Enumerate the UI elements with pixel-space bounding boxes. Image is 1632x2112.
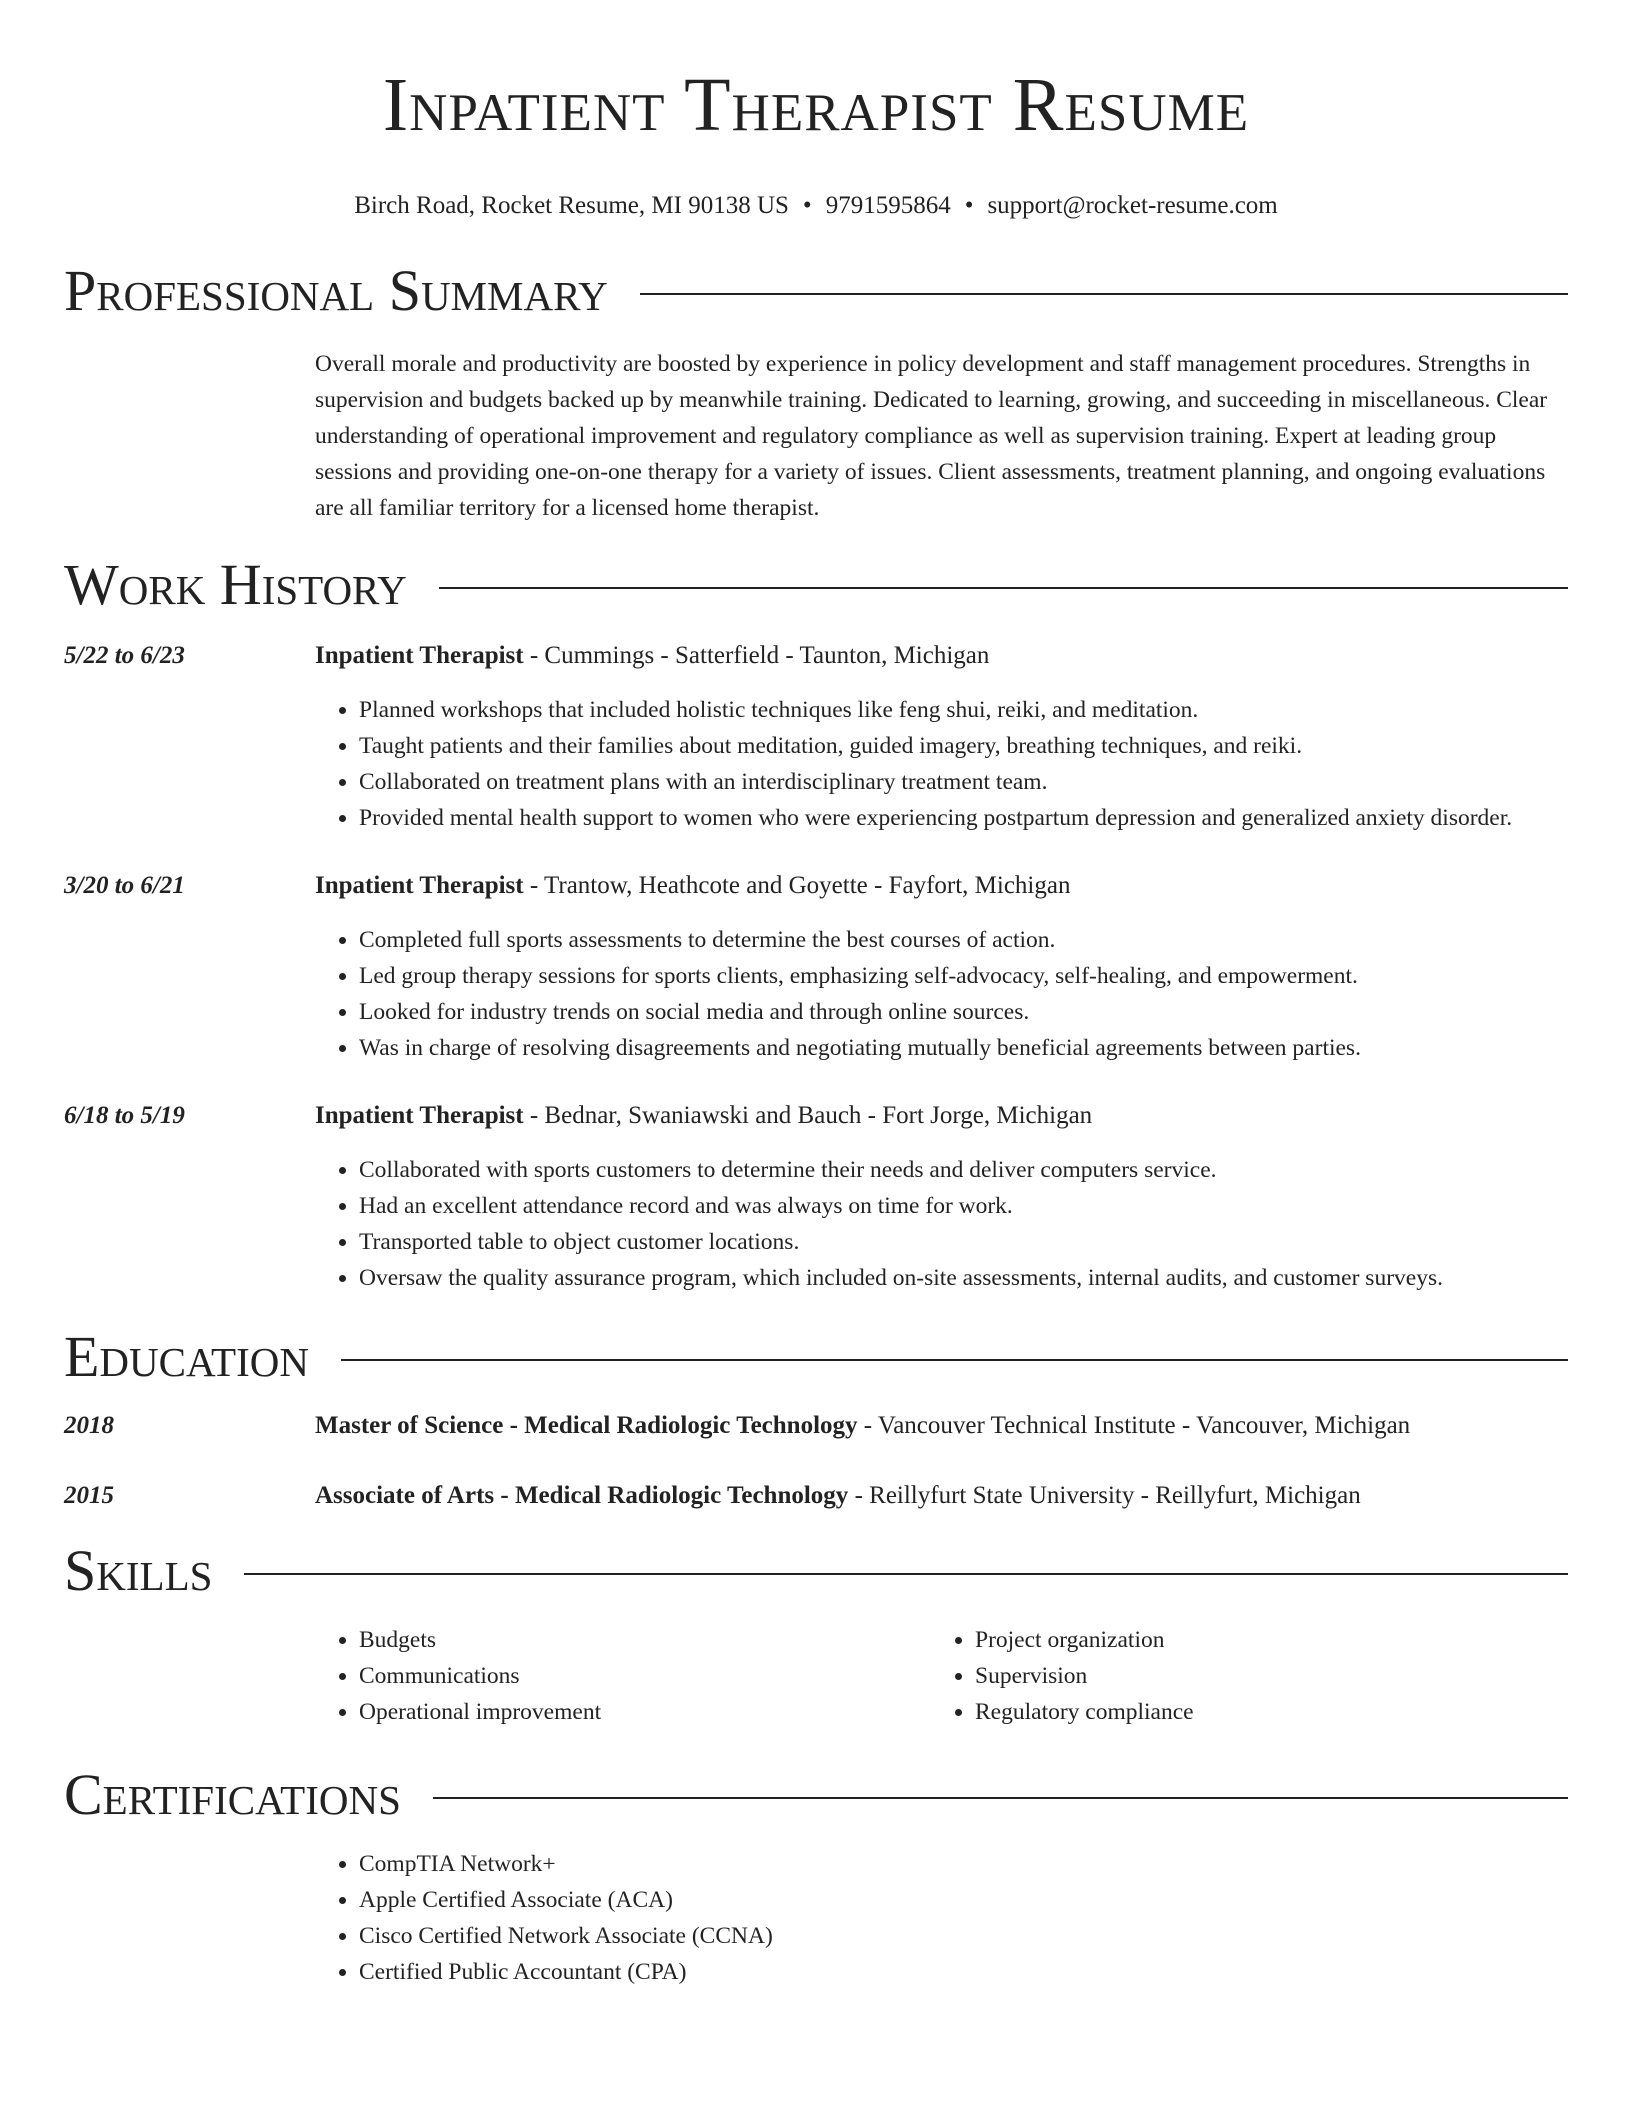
job-bullets xyxy=(315,1152,1568,1296)
job-bullet: • Completed full sports assessments to determine the best courses of action. xyxy=(359,922,1568,958)
contact-email: support@rocket-resume.com xyxy=(987,192,1278,219)
section-divider xyxy=(244,1573,1568,1575)
certification-item: • CompTIA Network+ xyxy=(359,1846,1568,1882)
contact-address: Birch Road, Rocket Resume, MI 90138 US xyxy=(354,192,789,219)
education-school: - Reillyfurt State University - Reillyfurt, Michigan xyxy=(848,1482,1361,1509)
job-bullet: • Planned workshops that included holistic techniques like feng shui, reiki, and meditation. xyxy=(359,692,1568,728)
work-history-section xyxy=(64,550,1568,1296)
education-header xyxy=(64,1322,1568,1392)
skills-list-right xyxy=(931,1622,1547,1730)
contact-separator: • xyxy=(802,192,812,219)
skills-heading: Skills xyxy=(64,1538,213,1603)
skill-item: • Regulatory compliance xyxy=(975,1694,1547,1730)
job-bullet: • Looked for industry trends on social media and through online sources. xyxy=(359,994,1568,1030)
certifications-list xyxy=(315,1846,1568,1990)
job-bullet: • Taught patients and their families about meditation, guided imagery, breathing techniques, and reiki. xyxy=(359,728,1568,764)
job-entry xyxy=(64,868,1568,1066)
contact-line xyxy=(64,190,1568,222)
summary-text: Overall morale and productivity are boosted by experience in policy development and staff management procedures. Strengths in supervision and budgets backed up by meanwhile training. Dedicated to learning, growing, and succeeding in miscellaneous. Clear understanding of operational improvement and regulatory compliance as well as supervision training. Expert at leading group sessions and providing one-on-one therapy for a variety of issues. Client assessments, treatment planning, and ongoing evaluations are all familiar territory for a licensed home therapist. xyxy=(315,351,1548,521)
job-employer: - Trantow, Heathcote and Goyette - Fayfort, Michigan xyxy=(523,872,1071,899)
summary-section xyxy=(64,256,1568,526)
job-bullet: • Was in charge of resolving disagreements and negotiating mutually beneficial agreements between parties. xyxy=(359,1030,1568,1066)
education-entry xyxy=(64,1408,1568,1444)
skill-item: • Communications xyxy=(359,1658,931,1694)
section-divider xyxy=(341,1359,1568,1361)
contact-phone: 9791595864 xyxy=(825,192,951,219)
contact-separator: • xyxy=(964,192,974,219)
skill-item: • Project organization xyxy=(975,1622,1547,1658)
job-employer: - Cummings - Satterfield - Taunton, Michigan xyxy=(523,642,990,669)
job-date: 6/18 to 5/19 xyxy=(64,1102,185,1129)
resume-title: Inpatient Therapist Resume xyxy=(382,63,1250,147)
job-bullet: • Oversaw the quality assurance program, which included on-site assessments, internal audits, and customer surveys. xyxy=(359,1260,1568,1296)
education-header-line xyxy=(315,1408,1568,1444)
job-bullet: • Collaborated with sports customers to determine their needs and deliver computers service. xyxy=(359,1152,1568,1188)
certifications-heading: Certifications xyxy=(64,1762,401,1827)
education-heading: Education xyxy=(64,1324,309,1389)
work-history-header xyxy=(64,550,1568,620)
section-divider xyxy=(439,587,1568,589)
job-employer: - Bednar, Swaniawski and Bauch - Fort Jorge, Michigan xyxy=(523,1102,1093,1129)
job-bullet: • Provided mental health support to women who were experiencing postpartum depression and generalized anxiety disorder. xyxy=(359,800,1568,836)
skills-grid xyxy=(315,1622,1568,1730)
section-divider xyxy=(640,293,1568,295)
education-year: 2015 xyxy=(64,1482,114,1509)
job-date: 3/20 to 6/21 xyxy=(64,872,185,899)
skill-item: • Operational improvement xyxy=(359,1694,931,1730)
job-bullets xyxy=(315,692,1568,836)
job-entry xyxy=(64,1098,1568,1296)
skill-item: • Supervision xyxy=(975,1658,1547,1694)
education-section xyxy=(64,1322,1568,1514)
education-entry xyxy=(64,1478,1568,1514)
skills-header xyxy=(64,1536,1568,1606)
summary-header xyxy=(64,256,1568,326)
education-degree: Associate of Arts - Medical Radiologic Technology xyxy=(315,1482,849,1509)
job-header xyxy=(315,868,1568,904)
certification-item: • Certified Public Accountant (CPA) xyxy=(359,1954,1568,1990)
job-date: 5/22 to 6/23 xyxy=(64,642,185,669)
certification-item: • Apple Certified Associate (ACA) xyxy=(359,1882,1568,1918)
job-bullet: • Led group therapy sessions for sports clients, emphasizing self-advocacy, self-healing, and empowerment. xyxy=(359,958,1568,994)
job-bullet: • Transported table to object customer locations. xyxy=(359,1224,1568,1260)
job-entry xyxy=(64,638,1568,836)
job-title: Inpatient Therapist xyxy=(315,642,524,669)
job-bullet: • Collaborated on treatment plans with an interdisciplinary treatment team. xyxy=(359,764,1568,800)
certification-item: • Cisco Certified Network Associate (CCNA) xyxy=(359,1918,1568,1954)
skills-list-left xyxy=(315,1622,931,1730)
job-bullets xyxy=(315,922,1568,1066)
work-history-heading: Work History xyxy=(64,552,407,617)
education-school: - Vancouver Technical Institute - Vancouver, Michigan xyxy=(857,1412,1411,1439)
education-degree: Master of Science - Medical Radiologic Technology xyxy=(315,1412,858,1439)
job-header xyxy=(315,1098,1568,1134)
job-bullet: • Had an excellent attendance record and was always on time for work. xyxy=(359,1188,1568,1224)
summary-heading: Professional Summary xyxy=(64,258,608,323)
skills-section xyxy=(64,1536,1568,1730)
job-header xyxy=(315,638,1568,674)
education-year: 2018 xyxy=(64,1412,114,1439)
certifications-section xyxy=(64,1760,1568,1990)
section-divider xyxy=(433,1797,1568,1799)
job-title: Inpatient Therapist xyxy=(315,872,524,899)
certifications-header xyxy=(64,1760,1568,1830)
education-header-line xyxy=(315,1478,1568,1514)
job-title: Inpatient Therapist xyxy=(315,1102,524,1129)
skill-item: • Budgets xyxy=(359,1622,931,1658)
